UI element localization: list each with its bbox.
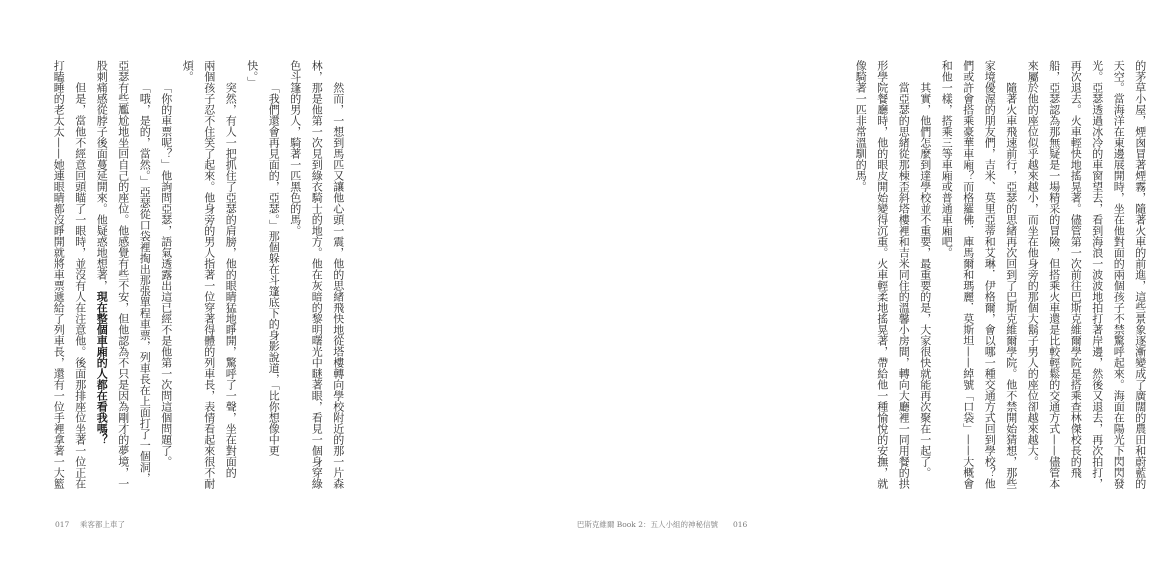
text-column: 像騎著一匹非常溫馴的馬。	[854, 60, 868, 192]
text-column: 打瞌睡的老太太——她連眼睛都沒睜開就將車票遞給了列車長，還有一位手裡拿著一大籃	[52, 60, 66, 489]
text-column: 突然，有人一把抓住了亞瑟的肩膀，他的眼睛猛地睜開，驚呼了一聲，坐在對面的	[224, 82, 238, 478]
text-column: 來屬於他的座位似乎越來越小，而坐在他身旁的那個大鬍子男人的座位卻越來越大。	[1026, 60, 1040, 467]
text-column: 快。」	[245, 60, 259, 88]
text-column: 煩。	[181, 60, 195, 82]
text-column: 形學院餐廳時，他的眼皮開始變得沉重。火車輕柔地搖晃著，帶給他一種愉悅的安撫，就	[875, 60, 889, 489]
text-column: 其實，他們怎麼到達學校並不重要，最重要的是，大家很快就能再次聚在一起了。	[918, 82, 932, 478]
text-column: 林，那是他第一次見到綠衣騎士的地方。他在灰暗的黎明曙光中瞇著眼，看見一個身穿綠	[310, 60, 324, 489]
text-column: 「你的車票呢？」他詢問亞瑟，語氣透露出這已經不是他第一次問這個問題了。	[159, 82, 173, 467]
running-header-book-title: 巴斯克維爾 Book 2：五人小組的神秘信號	[576, 520, 718, 529]
text-column: 然而，一想到馬匹又讓他心頭一震，他的思緒飛快地從塔樓轉向學校附近的那一片森	[331, 82, 345, 489]
text-column: 當亞瑟的思緒從那棟歪斜塔樓裡和吉米同住的溫馨小房間，轉向大廳裡一同用餐的拱	[897, 82, 911, 489]
running-header-chapter-title: 乘客都上車了	[80, 520, 125, 529]
page-number: 016	[733, 520, 748, 529]
left-page-body-text	[48, 60, 349, 500]
text-column: 色斗篷的男人，騎著一匹黑色的馬。	[288, 60, 302, 236]
text-column: 亞瑟有些尷尬地坐回自己的座位。他感覺有些不安，但他認為不只是因為剛才的夢境，一	[116, 60, 130, 489]
text-column: 但是，當他不經意回頭瞄了一眼時，並沒有人在注意他。後面那排座位坐著一位正在	[73, 82, 87, 489]
right-page-body-text	[850, 60, 1151, 500]
text-column: 再次退去。火車輕快地搖晃著。儘管第一次前往巴斯克維爾學院是搭乘查林傑校長的飛	[1069, 60, 1083, 478]
text-column: 和他一樣，搭乘三等車廂或普通車廂吧。	[940, 60, 954, 258]
text-run: 股刺痛感從脖子後面蔓延開來。他疑惑地想著，	[95, 60, 109, 291]
text-column: 兩個孩子忍不住笑了起來。他身旁的男人指著一位穿著得體的列車長，表情看起來很不耐	[202, 60, 216, 489]
text-column: 們或許會搭乘豪華車廂？而格羅佛．庫馬爾和瑪麗．莫斯坦——綽號「口袋」——大概會	[961, 60, 975, 489]
text-column: 天空。當海洋在東邊展開時，坐在他對面的兩個孩子不禁驚呼起來。海面在陽光下閃閃發	[1112, 60, 1126, 489]
text-column: 家境優渥的朋友們，吉米、莫里亞蒂和艾琳．伊格爾，會以哪一種交通方式回到學校？他	[983, 60, 997, 489]
text-column: 隨著火車飛速前行，亞瑟的思緒再次回到了巴斯克維爾學院。他不禁開始猜想，那些	[1004, 82, 1018, 489]
left-page	[0, 0, 400, 567]
text-column: 光。亞瑟透過冰冷的車窗望去，看到海浪一波波地拍打著岸邊，然後又退去，再次拍打，	[1090, 60, 1104, 489]
text-column: 「我們還會再見面的，亞瑟。」那個躲在斗篷底下的身影說道，「比你想像中更	[267, 82, 281, 456]
text-column: 船，亞瑟認為那無疑是一場精采的冒險，但搭乘火車還是比較輕鬆的交通方式——儘管本	[1047, 60, 1061, 489]
text-column	[91, 60, 113, 500]
text-column: 「哦，是的，當然。」亞瑟從口袋裡掏出那張單程車票，列車長在上面打了一個洞，	[138, 82, 152, 484]
right-page	[400, 0, 1147, 567]
page-number: 017	[55, 520, 70, 529]
text-column: 的茅草小屋，煙囪冒著煙霧，隨著火車的前進，這些景象逐漸變成了廣闊的農田和蔚藍的	[1133, 60, 1147, 489]
inner-thought-emphasis: 現在整個車廂的人都在看我嗎？	[95, 291, 109, 445]
